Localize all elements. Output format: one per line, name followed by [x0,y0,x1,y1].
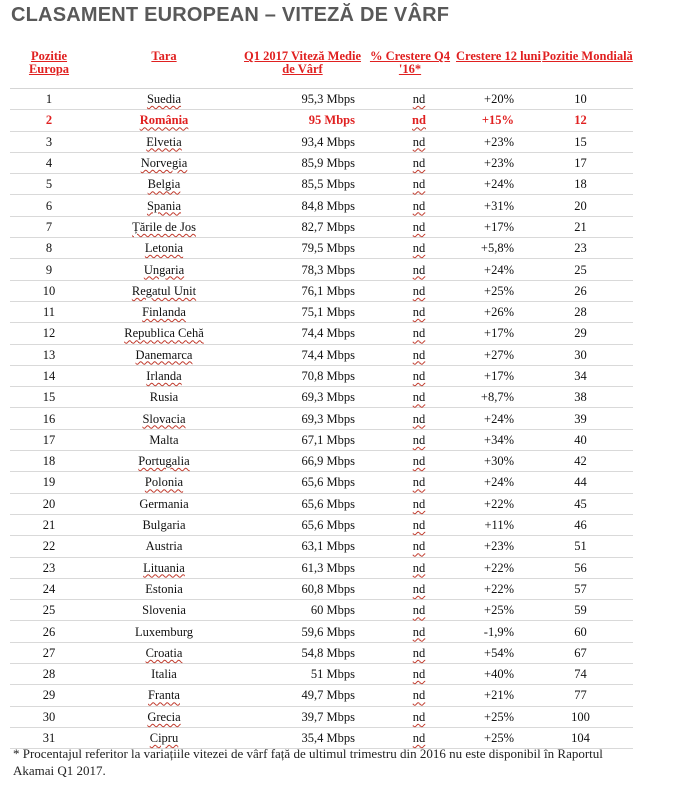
table-row [10,387,633,408]
cell-peak-speed: 95,3 Mbps [240,89,365,110]
cell-world-position: 28 [542,301,633,322]
cell-growth-q4: nd [365,706,455,727]
cell-growth-q4: nd [365,472,455,493]
table-row [10,685,633,706]
cell-growth-12-months: +8,7% [455,387,542,408]
table-row [10,557,633,578]
table-row [10,174,633,195]
cell-growth-q4: nd [365,301,455,322]
cell-peak-speed: 59,6 Mbps [240,621,365,642]
cell-country: Finlanda [88,301,240,322]
cell-growth-q4: nd [365,685,455,706]
table-row [10,89,633,110]
cell-european-position: 10 [10,280,88,301]
cell-growth-12-months: +23% [455,131,542,152]
table-row [10,408,633,429]
cell-country: Ungaria [88,259,240,280]
cell-growth-12-months: +31% [455,195,542,216]
cell-growth-q4: nd [365,727,455,748]
table-row [10,451,633,472]
cell-growth-q4: nd [365,131,455,152]
header-peak-speed: Q1 2017 Viteză Medie de Vârf [240,50,365,89]
cell-world-position: 38 [542,387,633,408]
cell-peak-speed: 67,1 Mbps [240,429,365,450]
table-row [10,365,633,386]
cell-country: Norvegia [88,152,240,173]
footnote: * Procentajul referitor la variațiile vitezei de vârf față de ultimul trimestru din 2016 nu este disponibil în Raportul Akamai Q1 2017. [13,746,603,778]
cell-peak-speed: 82,7 Mbps [240,216,365,237]
table-row [10,259,633,280]
table-row [10,152,633,173]
cell-european-position: 21 [10,514,88,535]
cell-growth-q4: nd [365,514,455,535]
cell-european-position: 16 [10,408,88,429]
table-row [10,131,633,152]
cell-peak-speed: 69,3 Mbps [240,387,365,408]
cell-european-position: 25 [10,600,88,621]
cell-peak-speed: 84,8 Mbps [240,195,365,216]
cell-growth-12-months: +24% [455,472,542,493]
cell-country: Portugalia [88,451,240,472]
cell-country: Austria [88,536,240,557]
cell-world-position: 100 [542,706,633,727]
cell-growth-q4: nd [365,578,455,599]
cell-world-position: 17 [542,152,633,173]
cell-growth-q4: nd [365,195,455,216]
cell-growth-12-months: +22% [455,557,542,578]
table-row [10,642,633,663]
cell-country: Bulgaria [88,514,240,535]
cell-growth-q4: nd [365,323,455,344]
table-row [10,344,633,365]
cell-european-position: 31 [10,727,88,748]
cell-world-position: 10 [542,89,633,110]
table-row [10,706,633,727]
cell-country: Polonia [88,472,240,493]
cell-world-position: 40 [542,429,633,450]
table-row [10,216,633,237]
cell-growth-12-months: +34% [455,429,542,450]
cell-peak-speed: 93,4 Mbps [240,131,365,152]
cell-peak-speed: 76,1 Mbps [240,280,365,301]
cell-country: Croatia [88,642,240,663]
cell-european-position: 18 [10,451,88,472]
cell-world-position: 56 [542,557,633,578]
cell-world-position: 44 [542,472,633,493]
cell-european-position: 11 [10,301,88,322]
cell-growth-12-months: +17% [455,323,542,344]
cell-country: Malta [88,429,240,450]
cell-growth-q4: nd [365,557,455,578]
table-row [10,195,633,216]
table-row [10,323,633,344]
cell-peak-speed: 79,5 Mbps [240,238,365,259]
cell-growth-q4: nd [365,110,455,131]
cell-peak-speed: 65,6 Mbps [240,514,365,535]
cell-growth-q4: nd [365,280,455,301]
cell-world-position: 51 [542,536,633,557]
cell-growth-q4: nd [365,600,455,621]
cell-peak-speed: 54,8 Mbps [240,642,365,663]
cell-peak-speed: 39,7 Mbps [240,706,365,727]
cell-world-position: 67 [542,642,633,663]
cell-country: Elvetia [88,131,240,152]
cell-growth-12-months: +27% [455,344,542,365]
cell-world-position: 39 [542,408,633,429]
cell-country: Irlanda [88,365,240,386]
table-row [10,429,633,450]
cell-growth-12-months: +24% [455,174,542,195]
table-row [10,472,633,493]
cell-european-position: 4 [10,152,88,173]
cell-european-position: 14 [10,365,88,386]
cell-country: Letonia [88,238,240,259]
cell-growth-q4: nd [365,216,455,237]
ranking-table [10,50,633,749]
cell-peak-speed: 35,4 Mbps [240,727,365,748]
cell-growth-12-months: +21% [455,685,542,706]
table-row [10,301,633,322]
cell-world-position: 12 [542,110,633,131]
cell-peak-speed: 74,4 Mbps [240,323,365,344]
cell-world-position: 74 [542,664,633,685]
cell-european-position: 23 [10,557,88,578]
cell-world-position: 15 [542,131,633,152]
cell-peak-speed: 61,3 Mbps [240,557,365,578]
cell-country: România [88,110,240,131]
cell-peak-speed: 60,8 Mbps [240,578,365,599]
cell-country: Republica Cehă [88,323,240,344]
cell-country: Spania [88,195,240,216]
cell-european-position: 12 [10,323,88,344]
table-row [10,536,633,557]
cell-peak-speed: 75,1 Mbps [240,301,365,322]
header-world-position: Pozitie Mondială [542,50,633,89]
cell-growth-12-months: +17% [455,216,542,237]
cell-world-position: 23 [542,238,633,259]
cell-country: Slovacia [88,408,240,429]
cell-growth-12-months: +23% [455,152,542,173]
cell-world-position: 46 [542,514,633,535]
cell-world-position: 77 [542,685,633,706]
cell-peak-speed: 63,1 Mbps [240,536,365,557]
cell-country: Belgia [88,174,240,195]
cell-european-position: 5 [10,174,88,195]
cell-peak-speed: 65,6 Mbps [240,472,365,493]
table-row [10,110,633,131]
cell-world-position: 21 [542,216,633,237]
cell-growth-12-months: +26% [455,301,542,322]
cell-growth-q4: nd [365,536,455,557]
header-growth-q4: % Crestere Q4 '16* [365,50,455,89]
cell-country: Grecia [88,706,240,727]
cell-world-position: 30 [542,344,633,365]
cell-growth-q4: nd [365,174,455,195]
cell-world-position: 60 [542,621,633,642]
cell-growth-12-months: +30% [455,451,542,472]
cell-european-position: 7 [10,216,88,237]
header-european-position: Pozitie Europa [10,50,88,89]
cell-world-position: 42 [542,451,633,472]
cell-growth-12-months: +24% [455,408,542,429]
table-row [10,600,633,621]
cell-growth-q4: nd [365,408,455,429]
cell-country: Germania [88,493,240,514]
cell-growth-12-months: +40% [455,664,542,685]
cell-european-position: 1 [10,89,88,110]
cell-european-position: 24 [10,578,88,599]
cell-growth-q4: nd [365,664,455,685]
cell-country: Țările de Jos [88,216,240,237]
cell-growth-q4: nd [365,238,455,259]
cell-european-position: 22 [10,536,88,557]
table-row [10,238,633,259]
table-row [10,280,633,301]
cell-peak-speed: 78,3 Mbps [240,259,365,280]
cell-growth-q4: nd [365,451,455,472]
cell-european-position: 26 [10,621,88,642]
cell-growth-12-months: -1,9% [455,621,542,642]
cell-growth-12-months: +5,8% [455,238,542,259]
cell-country: Italia [88,664,240,685]
cell-world-position: 104 [542,727,633,748]
cell-country: Regatul Unit [88,280,240,301]
cell-peak-speed: 69,3 Mbps [240,408,365,429]
cell-country: Lituania [88,557,240,578]
cell-growth-12-months: +15% [455,110,542,131]
cell-world-position: 29 [542,323,633,344]
cell-country: Franta [88,685,240,706]
cell-peak-speed: 65,6 Mbps [240,493,365,514]
cell-growth-12-months: +54% [455,642,542,663]
table-row [10,578,633,599]
cell-peak-speed: 49,7 Mbps [240,685,365,706]
cell-european-position: 6 [10,195,88,216]
cell-growth-12-months: +25% [455,600,542,621]
cell-growth-12-months: +25% [455,706,542,727]
page-title: CLASAMENT EUROPEAN – VITEZĂ DE VÂRF [11,4,450,26]
table-row [10,664,633,685]
cell-growth-q4: nd [365,152,455,173]
cell-peak-speed: 85,9 Mbps [240,152,365,173]
cell-world-position: 57 [542,578,633,599]
cell-growth-q4: nd [365,365,455,386]
cell-european-position: 3 [10,131,88,152]
table-row [10,493,633,514]
cell-peak-speed: 66,9 Mbps [240,451,365,472]
cell-european-position: 28 [10,664,88,685]
cell-peak-speed: 60 Mbps [240,600,365,621]
cell-growth-q4: nd [365,344,455,365]
cell-european-position: 8 [10,238,88,259]
cell-country: Cipru [88,727,240,748]
cell-world-position: 45 [542,493,633,514]
cell-european-position: 17 [10,429,88,450]
cell-growth-q4: nd [365,429,455,450]
cell-growth-12-months: +25% [455,727,542,748]
cell-european-position: 15 [10,387,88,408]
cell-growth-12-months: +22% [455,578,542,599]
table-row [10,514,633,535]
cell-growth-12-months: +22% [455,493,542,514]
cell-european-position: 30 [10,706,88,727]
cell-world-position: 20 [542,195,633,216]
cell-european-position: 19 [10,472,88,493]
cell-peak-speed: 95 Mbps [240,110,365,131]
cell-european-position: 2 [10,110,88,131]
cell-country: Danemarca [88,344,240,365]
cell-european-position: 29 [10,685,88,706]
cell-country: Rusia [88,387,240,408]
cell-growth-q4: nd [365,387,455,408]
cell-peak-speed: 51 Mbps [240,664,365,685]
cell-world-position: 18 [542,174,633,195]
cell-country: Slovenia [88,600,240,621]
header-growth-12-months: Crestere 12 luni [455,50,542,89]
cell-growth-12-months: +23% [455,536,542,557]
table-row [10,621,633,642]
cell-peak-speed: 85,5 Mbps [240,174,365,195]
cell-growth-q4: nd [365,259,455,280]
cell-european-position: 13 [10,344,88,365]
cell-country: Luxemburg [88,621,240,642]
cell-peak-speed: 70,8 Mbps [240,365,365,386]
cell-peak-speed: 74,4 Mbps [240,344,365,365]
cell-european-position: 20 [10,493,88,514]
cell-growth-12-months: +20% [455,89,542,110]
header-country: Tara [88,50,240,89]
cell-growth-q4: nd [365,642,455,663]
cell-growth-12-months: +11% [455,514,542,535]
cell-growth-q4: nd [365,621,455,642]
cell-world-position: 59 [542,600,633,621]
cell-growth-q4: nd [365,493,455,514]
cell-country: Suedia [88,89,240,110]
table-header-row [10,50,633,89]
cell-country: Estonia [88,578,240,599]
cell-world-position: 26 [542,280,633,301]
cell-european-position: 9 [10,259,88,280]
cell-european-position: 27 [10,642,88,663]
cell-growth-12-months: +24% [455,259,542,280]
cell-growth-12-months: +25% [455,280,542,301]
cell-world-position: 25 [542,259,633,280]
cell-growth-12-months: +17% [455,365,542,386]
cell-growth-q4: nd [365,89,455,110]
cell-world-position: 34 [542,365,633,386]
table-body [10,89,633,749]
